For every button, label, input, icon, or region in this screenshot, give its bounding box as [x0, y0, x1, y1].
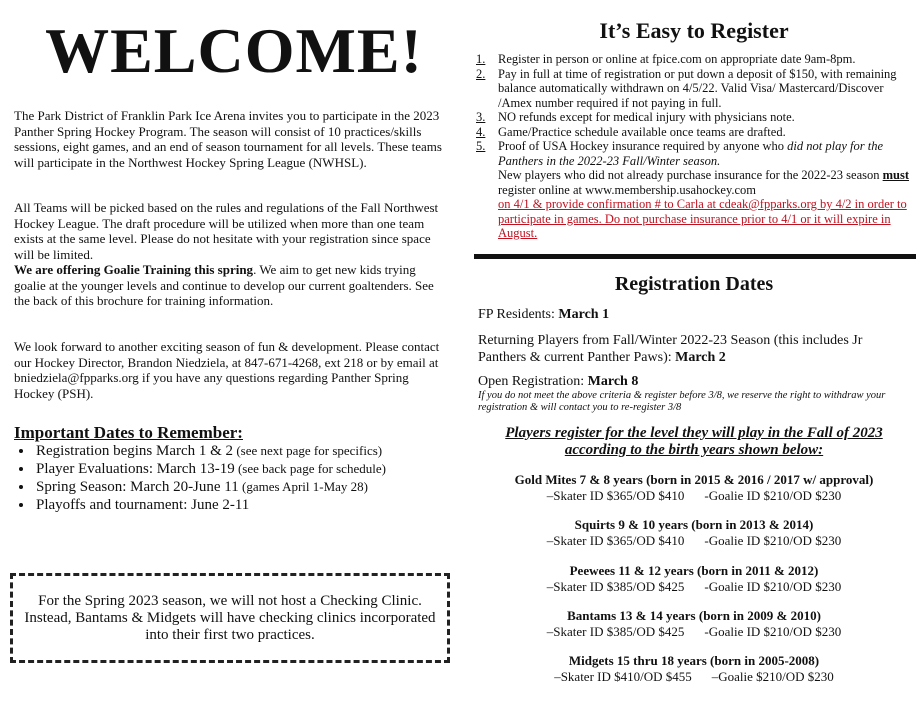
division-peewees — [476, 563, 912, 594]
division-bantams — [476, 608, 912, 639]
open-date: March 8 — [587, 374, 639, 389]
returning-label: Returning Players from Fall/Winter 2022-23 Season (this includes Jr Panthers & current Panther Paws): — [478, 333, 863, 365]
division-name: Midgets 15 thru 18 years (born in 2005-2008) — [568, 653, 820, 668]
step-number: 2. — [476, 66, 486, 81]
division-midgets — [476, 653, 912, 684]
section-divider — [474, 254, 916, 259]
step-text — [498, 139, 912, 168]
division-squirts — [476, 517, 912, 548]
important-date-item — [34, 442, 386, 460]
goalie-fee: -Goalie ID $210/OD $230 — [704, 623, 842, 639]
team-selection-paragraph: All Teams will be picked based on the rules and regulations of the Fall Northwest Hockey League. The draft procedure will be utilized when more than one team exists at the same level. Please do not hesitate with your registration since space will be limited. — [14, 200, 439, 262]
open-registration-note: If you do not meet the above criteria & register before 3/8, we reserve the right to withdraw your registration & will contact you to re-register 3/8 — [478, 390, 886, 413]
important-dates-list — [14, 442, 386, 514]
division-fees — [476, 488, 912, 504]
step5-sub-text: New players who did not already purchase insurance for the 2022-23 season — [498, 168, 883, 182]
register-step — [476, 67, 912, 111]
division-name: Squirts 9 & 10 years (born in 2013 & 2014) — [574, 517, 814, 532]
important-date-item — [34, 460, 386, 478]
register-step — [476, 52, 912, 67]
date-text: Playoffs and tournament: June 2-11 — [36, 497, 250, 513]
date-text: Registration begins March 1 & 2 — [36, 443, 234, 459]
division-name: Peewees 11 & 12 years (born in 2011 & 2012) — [569, 563, 819, 578]
intro-paragraph: The Park District of Franklin Park Ice Arena invites you to participate in the 2023 Panther Spring Hockey Program. The season will consist of 10 practices/skills sessions, eight games, and an end of season tournament for all levels. These teams will participate in the Northwest Hockey Spring League (NWHSL). — [14, 108, 442, 170]
skater-fee: –Skater ID $365/OD $410 — [546, 487, 685, 503]
important-dates-title: Important Dates to Remember: — [14, 423, 243, 442]
date-note: (games April 1-May 28) — [238, 479, 369, 494]
important-date-item — [34, 496, 386, 514]
step-number: 1. — [476, 52, 486, 66]
goalie-training-rest: . We aim to get new kids trying goalie at the younger levels and continue to develop our current goaltenders. See the back of this brochure for training information. — [14, 262, 434, 308]
contact-paragraph: We look forward to another exciting season of fun & development. Please contact our Hockey Director, Brandon Niedziela, at 847-671-4268, ext 218 or by email at bniedziela@fpparks.org if you have any questions regarding Panther Spring Hockey (PSH). — [14, 339, 440, 401]
step5-sub-text2: register online at www.membership.usahockey.com — [498, 182, 757, 197]
level-heading: Players register for the level they will play in the Fall of 2023 according to the birth years shown below: — [505, 425, 883, 458]
division-fees — [476, 624, 912, 640]
division-fees — [476, 533, 912, 549]
open-date-line — [478, 373, 910, 390]
goalie-training-lead: We are offering Goalie Training this spring — [14, 262, 254, 277]
goalie-fee: -Goalie ID $210/OD $230 — [704, 532, 842, 548]
resident-label: FP Residents: — [478, 307, 559, 322]
checking-clinic-text: For the Spring 2023 season, we will not host a Checking Clinic. Instead, Bantams & Midgets will have checking clinics incorporated into their first two practices. — [24, 592, 436, 643]
important-date-item — [34, 478, 386, 496]
skater-fee: –Skater ID $385/OD $425 — [546, 623, 685, 639]
step-text: Pay in full at time of registration or put down a deposit of $150, with remaining balance automatically withdrawn on 4/5/22. Valid Visa/ Mastercard/Discover /Amex number required if not paying in full. — [498, 66, 897, 110]
register-steps — [476, 52, 912, 241]
skater-fee: –Skater ID $365/OD $410 — [546, 532, 685, 548]
step-number: 3. — [476, 110, 486, 124]
register-step — [476, 139, 912, 168]
register-step-sub — [476, 168, 912, 241]
date-note: (see back page for schedule) — [234, 461, 386, 476]
step5-text: Proof of USA Hockey insurance required by anyone who — [498, 139, 788, 153]
resident-date-line — [478, 306, 910, 323]
goalie-training-paragraph — [14, 262, 450, 309]
step-text: NO refunds except for medical injury with physicians note. — [498, 110, 795, 124]
step-number: 5. — [476, 139, 486, 153]
step-text: Game/Practice schedule available once teams are drafted. — [498, 124, 786, 139]
division-gold-mites — [476, 472, 912, 503]
open-label: Open Registration: — [478, 374, 588, 389]
step-text: Register in person or online at fpice.com on appropriate date 9am-8pm. — [498, 52, 856, 66]
resident-date: March 1 — [558, 307, 610, 322]
insurance-warning: on 4/1 & provide confirmation # to Carla at cdeak@fpparks.org by 4/2 in order to participate in games. Do not purchase insurance prior to 4/1 or it will expire in August. — [498, 197, 907, 240]
division-name: Bantams 13 & 14 years (born in 2009 & 2010) — [567, 608, 821, 623]
step5-sub — [476, 168, 912, 241]
registration-dates-title: Registration Dates — [614, 273, 774, 295]
step5-must: must — [882, 168, 910, 182]
goalie-fee: -Goalie ID $210/OD $230 — [704, 578, 842, 594]
division-fees — [476, 669, 912, 685]
division-fees — [476, 579, 912, 595]
step5-italic: did not play for the Panthers in the 2022-23 Fall/Winter season. — [498, 139, 883, 168]
date-note: (see next page for specifics) — [233, 443, 383, 458]
register-title: It’s Easy to Register — [599, 18, 789, 43]
returning-date: March 2 — [675, 350, 726, 365]
division-name: Gold Mites 7 & 8 years (born in 2015 & 2016 / 2017 w/ approval) — [514, 472, 874, 487]
goalie-fee: -Goalie ID $210/OD $230 — [704, 487, 842, 503]
goalie-fee: –Goalie $210/OD $230 — [711, 668, 834, 684]
returning-date-line — [478, 332, 910, 366]
date-text: Spring Season: March 20-June 11 — [36, 479, 239, 495]
skater-fee: –Skater ID $385/OD $425 — [546, 578, 685, 594]
step-number: 4. — [476, 124, 486, 139]
register-step — [476, 125, 912, 140]
checking-clinic-notice — [10, 573, 450, 663]
welcome-heading: WELCOME! — [45, 15, 423, 86]
register-step — [476, 110, 912, 125]
skater-fee: –Skater ID $410/OD $455 — [554, 668, 692, 684]
date-text: Player Evaluations: March 13-19 — [36, 461, 235, 477]
